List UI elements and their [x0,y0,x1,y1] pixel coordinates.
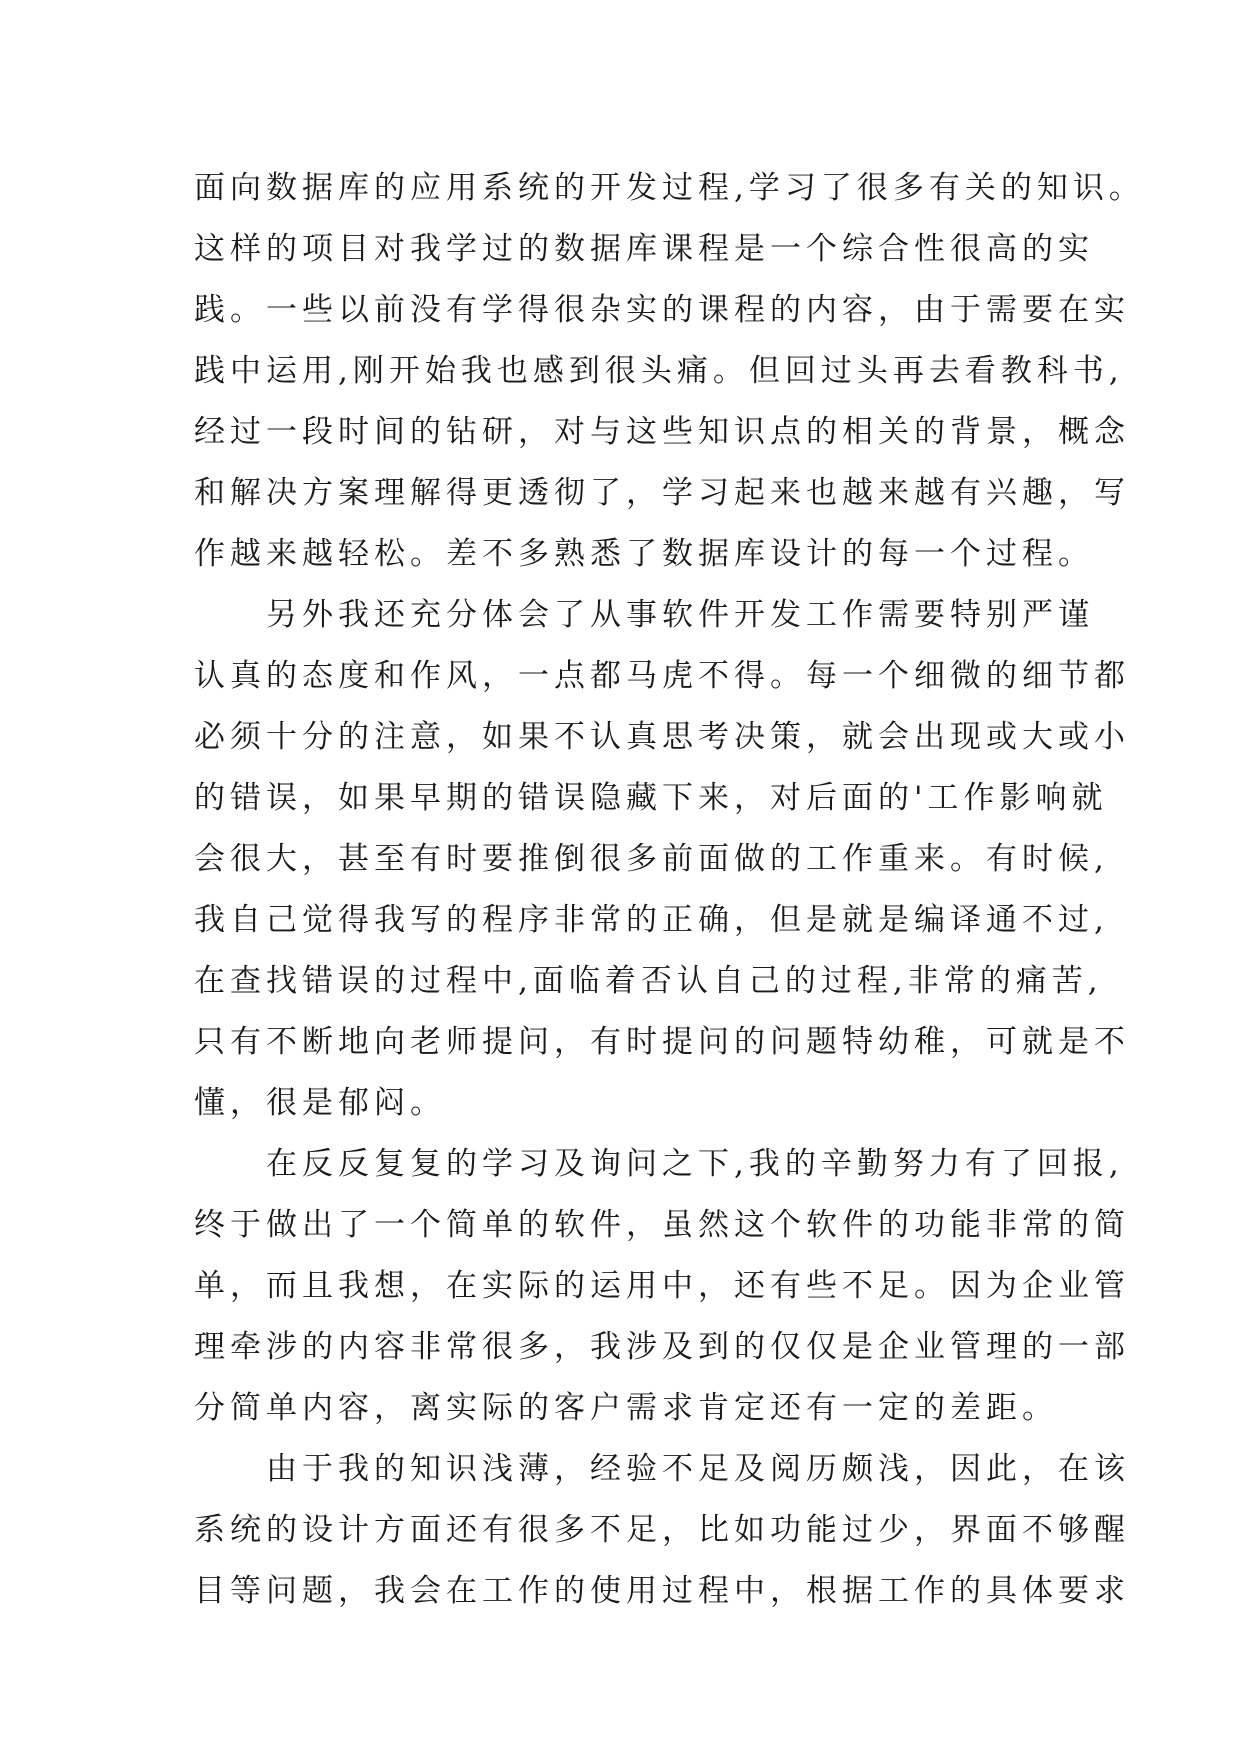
text-line: 理牵涉的内容非常很多，我涉及到的仅仅是企业管理的一部 [194,1329,1130,1365]
paragraph [194,1439,1130,1622]
text-line: 践。一些以前没有学得很杂实的课程的内容，由于需要在实 [194,292,1130,328]
text-line: 的错误，如果早期的错误隐藏下来，对后面的'工作影响就 [194,780,1108,816]
body-text [194,158,1145,1622]
text-line: 会很大，甚至有时要推倒很多前面做的工作重来。有时候, [194,841,1109,877]
text-line: 这样的项目对我学过的数据库课程是一个综合性很高的实 [194,231,1094,267]
text-line: 终于做出了一个简单的软件，虽然这个软件的功能非常的简 [194,1207,1130,1243]
paragraph [194,585,1130,1134]
paragraph [194,1134,1130,1439]
text-line: 作越来越轻松。差不多熟悉了数据库设计的每一个过程。 [194,536,1094,572]
text-line: 由于我的知识浅薄，经验不足及阅历颇浅，因此，在该 [266,1451,1130,1487]
text-line: 系统的设计方面还有很多不足，比如功能过少，界面不够醒 [194,1512,1130,1548]
text-line: 面向数据库的应用系统的开发过程,学习了很多有关的知识。 [194,170,1145,206]
text-line: 在查找错误的过程中,面临着否认自己的过程,非常的痛苦, [194,963,1103,999]
text-line: 在反反复复的学习及询问之下,我的辛勤努力有了回报, [266,1146,1124,1182]
text-line: 另外我还充分体会了从事软件开发工作需要特别严谨 [266,597,1094,633]
text-line: 分简单内容，离实际的客户需求肯定还有一定的差距。 [194,1390,1058,1426]
text-line: 单，而且我想，在实际的运用中，还有些不足。因为企业管 [194,1268,1130,1304]
text-line: 认真的态度和作风，一点都马虎不得。每一个细微的细节都 [194,658,1130,694]
text-line: 和解决方案理解得更透彻了，学习起来也越来越有兴趣，写 [194,475,1130,511]
text-line: 目等问题，我会在工作的使用过程中，根据工作的具体要求 [194,1573,1130,1609]
text-line: 必须十分的注意，如果不认真思考决策，就会出现或大或小 [194,719,1130,755]
text-line: 践中运用,刚开始我也感到很头痛。但回过头再去看教科书, [194,353,1124,389]
text-line: 懂，很是郁闷。 [194,1085,446,1121]
text-line: 我自己觉得我写的程序非常的正确，但是就是编译通不过, [194,902,1109,938]
text-line: 经过一段时间的钻研，对与这些知识点的相关的背景，概念 [194,414,1130,450]
paragraph-continuation [194,158,1145,585]
text-line: 只有不断地向老师提问，有时提问的问题特幼稚，可就是不 [194,1024,1130,1060]
